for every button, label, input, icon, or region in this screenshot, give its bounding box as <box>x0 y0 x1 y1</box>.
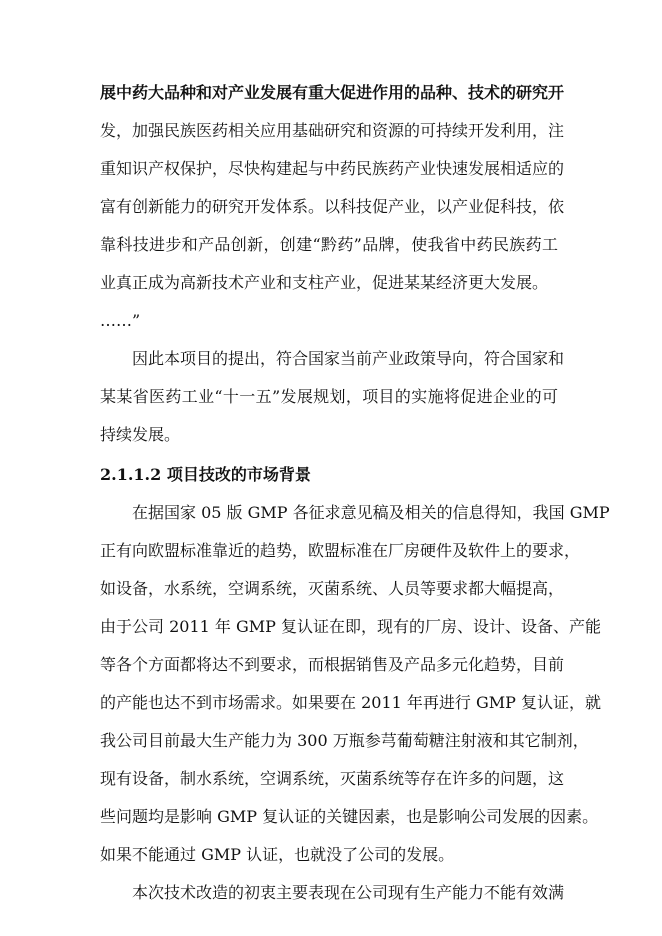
paragraph-line: ……” <box>100 311 141 330</box>
paragraph-line: 某某省医药工业“十一五”发展规划，项目的实施将促进企业的可 <box>100 387 558 406</box>
paragraph-line: 展中药大品种和对产业发展有重大促进作用的品种、技术的研究开 <box>100 83 565 102</box>
paragraph-line: 业真正成为高新技术产业和支柱产业，促进某某经济更大发展。 <box>100 273 549 292</box>
paragraph-line: 我公司目前最大生产能力为 300 万瓶参芎葡萄糖注射液和其它制剂， <box>100 731 589 750</box>
paragraph-line: 正有向欧盟标准靠近的趋势，欧盟标准在厂房硬件及软件上的要求， <box>100 541 581 560</box>
paragraph-line: 重知识产权保护，尽快构建起与中药民族药产业快速发展相适应的 <box>100 159 565 178</box>
paragraph-line: 本次技术改造的初衷主要表现在公司现有生产能力不能有效满 <box>132 883 565 902</box>
paragraph-line: 等各个方面都将达不到要求，而根据销售及产品多元化趋势，目前 <box>100 655 565 674</box>
paragraph-line: 如设备，水系统，空调系统，灭菌系统、人员等要求都大幅提高， <box>100 579 565 598</box>
paragraph-line: 现有设备，制水系统，空调系统，灭菌系统等存在许多的问题，这 <box>100 769 565 788</box>
paragraph-line: 富有创新能力的研究开发体系。以科技促产业，以产业促科技，依 <box>100 197 565 216</box>
paragraph-line: 如果不能通过 GMP 认证，也就没了公司的发展。 <box>100 845 455 864</box>
paragraph-line: 靠科技进步和产品创新，创建“黔药”品牌，使我省中药民族药工 <box>100 235 558 254</box>
paragraph-line: 的产能也达不到市场需求。如果要在 2011 年再进行 GMP 复认证，就 <box>100 693 601 712</box>
paragraph-line: 在据国家 05 版 GMP 各征求意见稿及相关的信息得知，我国 GMP <box>132 503 610 522</box>
section-heading: 2.1.1.2 项目技改的市场背景 <box>100 465 311 484</box>
paragraph-line: 发，加强民族医药相关应用基础研究和资源的可持续开发利用，注 <box>100 121 565 140</box>
paragraph-line: 持续发展。 <box>100 425 181 444</box>
paragraph-line: 由于公司 2011 年 GMP 复认证在即，现有的厂房、设计、设备、产能 <box>100 617 601 636</box>
paragraph-line: 些问题均是影响 GMP 复认证的关键因素，也是影响公司发展的因素。 <box>100 807 599 826</box>
paragraph-line: 因此本项目的提出，符合国家当前产业政策导向，符合国家和 <box>132 349 565 368</box>
